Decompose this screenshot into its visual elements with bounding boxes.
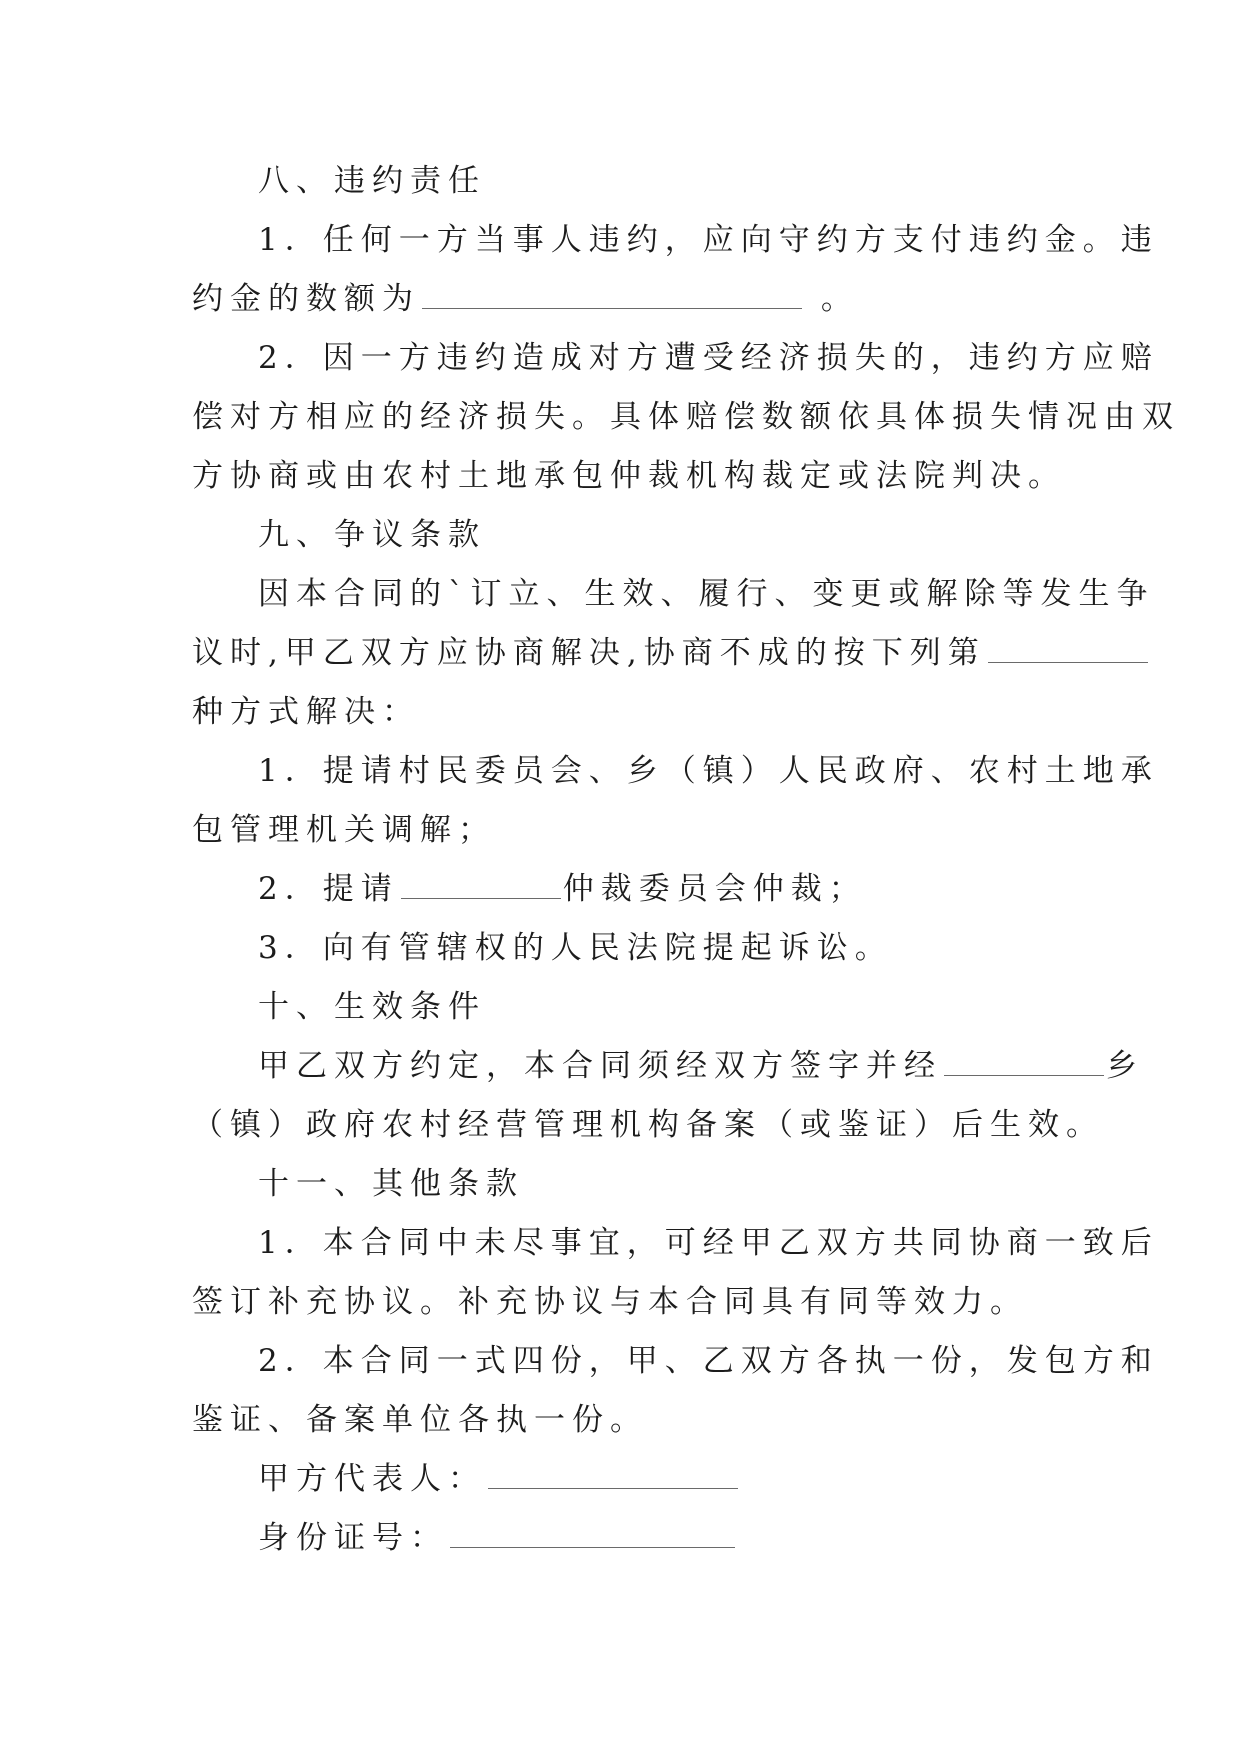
line-text: 偿对方相应的经济损失。具体赔偿数额依具体损失情况由双 — [192, 399, 1180, 435]
text-line — [192, 211, 1159, 270]
text-line — [192, 1155, 1052, 1214]
line-text: 约金的数额为 — [192, 281, 420, 317]
text-line — [192, 329, 1159, 388]
line-text: 1．任何一方当事人违约，应向守约方支付违约金。违 — [258, 222, 1159, 258]
line-text: 1．本合同中未尽事宜，可经甲乙双方共同协商一致后 — [258, 1225, 1159, 1261]
line-text: 甲乙双方约定，本合同须经双方签字并经 — [258, 1048, 942, 1084]
line-text: 八、违约责任 — [258, 163, 486, 199]
text-line — [192, 1509, 1052, 1568]
text-line — [192, 506, 1052, 565]
text-line — [192, 860, 1052, 919]
line-text: 种方式解决： — [192, 694, 420, 730]
line-text: 十、生效条件 — [258, 989, 486, 1025]
fill-in-blank — [944, 1045, 1104, 1076]
fill-in-blank — [988, 632, 1148, 663]
text-line — [192, 1096, 1104, 1155]
line-text: 甲方代表人： — [258, 1461, 486, 1497]
line-tail-text: 乡 — [1106, 1048, 1144, 1084]
text-line — [192, 978, 1052, 1037]
line-text: 3．向有管辖权的人民法院提起诉讼。 — [258, 930, 893, 966]
line-text: 包管理机关调解； — [192, 812, 496, 848]
text-line — [192, 1273, 1052, 1332]
text-line — [192, 919, 1052, 978]
text-line — [192, 1332, 1159, 1391]
text-line — [192, 565, 1155, 624]
line-text: 2．本合同一式四份，甲、乙双方各执一份，发包方和 — [258, 1343, 1159, 1379]
line-text: 身份证号： — [258, 1520, 448, 1556]
fill-in-blank — [488, 1458, 738, 1489]
line-text: 因本合同的`订立、生效、履行、变更或解除等发生争 — [258, 576, 1155, 612]
text-line — [192, 624, 1052, 683]
line-text: 1．提请村民委员会、乡（镇）人民政府、农村土地承 — [258, 753, 1159, 789]
line-text: 2．提请 — [258, 871, 399, 907]
text-line — [192, 1037, 1144, 1096]
text-line — [192, 1450, 1052, 1509]
line-text: 鉴证、备案单位各执一份。 — [192, 1402, 648, 1438]
line-text: 方协商或由农村土地承包仲裁机构裁定或法院判决。 — [192, 458, 1066, 494]
text-line — [192, 801, 1052, 860]
line-text: 十一、其他条款 — [258, 1166, 524, 1202]
text-line — [192, 152, 1052, 211]
line-text: （镇）政府农村经营管理机构备案（或鉴证）后生效。 — [192, 1107, 1104, 1143]
text-line — [192, 270, 1052, 329]
fill-in-blank — [401, 868, 561, 899]
line-text: 九、争议条款 — [258, 517, 486, 553]
line-text: 2．因一方违约造成对方遭受经济损失的，违约方应赔 — [258, 340, 1159, 376]
text-line — [192, 388, 1180, 447]
text-line — [192, 447, 1066, 506]
text-line — [192, 683, 1052, 742]
document-body — [192, 152, 1180, 1568]
fill-in-blank — [450, 1517, 735, 1548]
line-text: 签订补充协议。补充协议与本合同具有同等效力。 — [192, 1284, 1028, 1320]
line-text: 议时,甲乙双方应协商解决,协商不成的按下列第 — [192, 635, 986, 671]
line-tail-text: 仲裁委员会仲裁； — [562, 871, 867, 907]
text-line — [192, 742, 1159, 801]
text-line — [192, 1214, 1159, 1273]
fill-in-blank — [422, 278, 802, 309]
text-line — [192, 1391, 1052, 1450]
line-tail-text: 。 — [804, 281, 859, 317]
